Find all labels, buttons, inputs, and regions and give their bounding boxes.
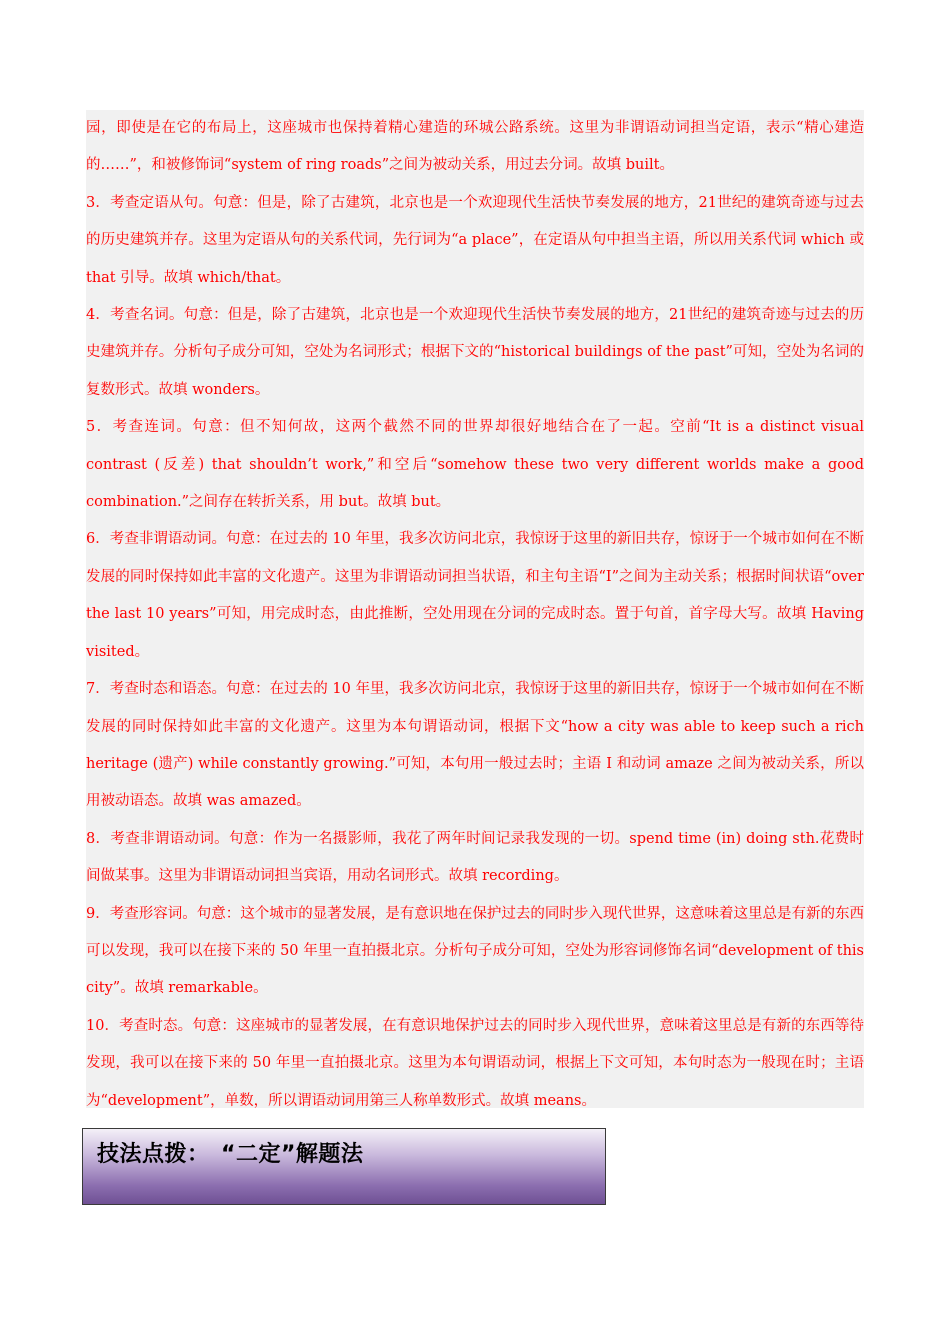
- tip-section-title: 技法点拨： “二定”解题法: [97, 1142, 364, 1167]
- answer-item-9: 9．考查形容词。句意：这个城市的显著发展，是有意识地在保护过去的同时步入现代世界，这意味着这里总是有新的东西可以发现，我可以在接下来的 50 年里一直拍摄北京。分析句子成分可知，空处为形容词修饰名词“development of this city”。故填 remarkable。: [86, 905, 864, 997]
- answer-item-6: 6．考查非谓语动词。句意：在过去的 10 年里，我多次访问北京，我惊讶于这里的新旧共存，惊讶于一个城市如何在不断发展的同时保持如此丰富的文化遗产。这里为非谓语动词担当状语，和主句主语“I”之间为主动关系；根据时间状语“over the last 10 years”可知，用完成时态，由此推断，空处用现在分词的完成时态。置于句首，首字母大写。故填 Having visited。: [86, 531, 864, 660]
- answer-item-10: 10．考查时态。句意：这座城市的显著发展，在有意识地保护过去的同时步入现代世界，意味着这里总是有新的东西等待发现，我可以在接下来的 50 年里一直拍摄北京。这里为本句谓语动词，根据上下文可知，本句时态为一般现在时；主语为“development”，单数，所以谓语动词用第三人称单数形式。故填 means。: [86, 1017, 864, 1109]
- answer-item-2-continuation: 园，即使是在它的布局上，这座城市也保持着精心建造的环城公路系统。这里为非谓语动词担当定语，表示“精心建造的……”，和被修饰词“system of ring roads”之间为被动关系，用过去分词。故填 built。: [86, 120, 864, 174]
- answer-explanation-text: [86, 110, 864, 1120]
- answer-item-4: 4．考查名词。句意：但是，除了古建筑，北京也是一个欢迎现代生活快节奏发展的地方，21世纪的建筑奇迹与过去的历史建筑并存。分析句子成分可知，空处为名词形式；根据下文的“historical buildings of the past”可知，空处为名词的复数形式。故填 wonders。: [86, 307, 864, 398]
- answer-item-5: 5．考查连词。句意：但不知何故，这两个截然不同的世界却很好地结合在了一起。空前“It is a distinct visual contrast (反差) that shouldn’t work,”和空后“somehow these two very different worlds make a good combination.”之间存在转折关系，用 but。故填 but。: [86, 419, 864, 511]
- answer-item-7: 7．考查时态和语态。句意：在过去的 10 年里，我多次访问北京，我惊讶于这里的新旧共存，惊讶于一个城市如何在不断发展的同时保持如此丰富的文化遗产。这里为本句谓语动词，根据下文“how a city was able to keep such a rich heritage (遗产) while constantly growing.”可知，本句用一般过去时；主语 I 和动词 amaze 之间为被动关系，所以用被动语态。故填 was amazed。: [86, 681, 864, 810]
- answer-item-8: 8．考查非谓语动词。句意：作为一名摄影师，我花了两年时间记录我发现的一切。spend time (in) doing sth.花费时间做某事。这里为非谓语动词担当宾语，用动名词形式。故填 recording。: [86, 830, 864, 885]
- answer-item-3: 3．考查定语从句。句意：但是，除了古建筑，北京也是一个欢迎现代生活快节奏发展的地方，21世纪的建筑奇迹与过去的历史建筑并存。这里为定语从句的关系代词，先行词为“a place”，在定语从句中担当主语，所以用关系代词 which 或 that 引导。故填 which/that。: [86, 194, 864, 286]
- tip-section-banner: [82, 1128, 606, 1205]
